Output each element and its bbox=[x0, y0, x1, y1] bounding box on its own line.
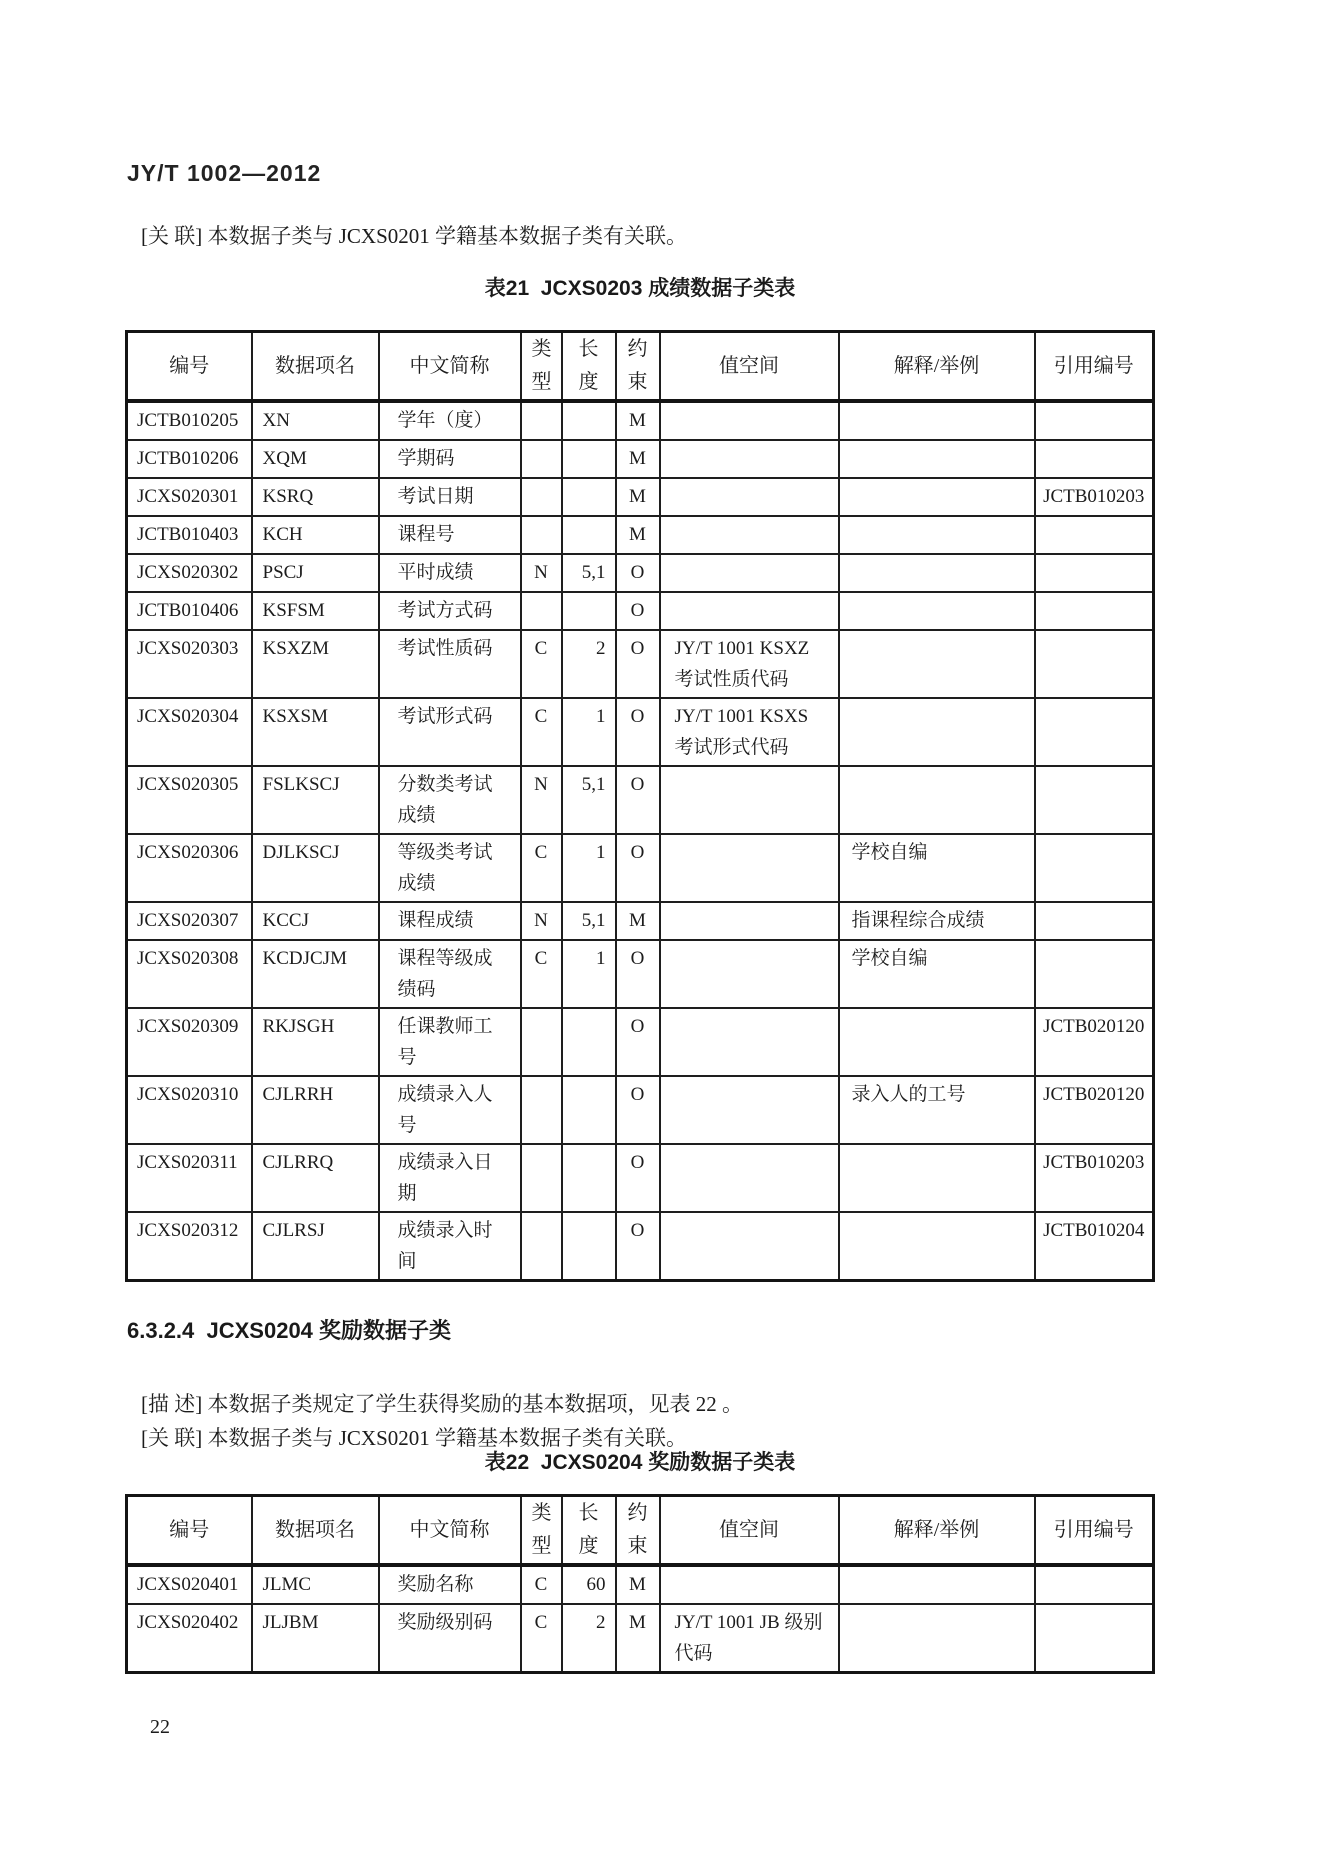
table-row bbox=[127, 554, 1154, 592]
table-cell bbox=[1035, 1604, 1154, 1673]
table-cell: XN bbox=[252, 401, 379, 440]
table-cell bbox=[1035, 940, 1154, 1008]
table-cell bbox=[660, 1076, 839, 1144]
table-row bbox=[127, 834, 1154, 902]
table-cell: C bbox=[521, 1565, 562, 1604]
table-cell: KCCJ bbox=[252, 902, 379, 940]
table-cell bbox=[521, 1212, 562, 1281]
table-cell bbox=[660, 940, 839, 1008]
table-cell: CJLRRQ bbox=[252, 1144, 379, 1212]
column-header-constraint: 约束 bbox=[616, 332, 660, 402]
table-cell: JCXS020302 bbox=[127, 554, 252, 592]
column-header-explanation: 解释/举例 bbox=[839, 1496, 1035, 1566]
table22-title: 表22 JCXS0204 奖励数据子类表 bbox=[484, 1451, 796, 1474]
table-cell bbox=[521, 478, 562, 516]
award-data-subclass-table bbox=[125, 1494, 1155, 1674]
table-row bbox=[127, 1212, 1154, 1281]
table-cell bbox=[1035, 698, 1154, 766]
table-cell bbox=[839, 440, 1035, 478]
relation-paragraph: [关 联] 本数据子类与 JCXS0201 学籍基本数据子类有关联。 bbox=[141, 1426, 688, 1450]
table-cell: JCTB010203 bbox=[1035, 1144, 1154, 1212]
table-cell: 1 bbox=[562, 940, 616, 1008]
standard-number: JY/T 1002—2012 bbox=[127, 160, 322, 186]
table-row bbox=[127, 401, 1154, 440]
table-row bbox=[127, 630, 1154, 698]
table-cell bbox=[839, 516, 1035, 554]
table-cell: C bbox=[521, 1604, 562, 1673]
table-cell bbox=[660, 834, 839, 902]
table-cell: N bbox=[521, 554, 562, 592]
table-cell bbox=[839, 1604, 1035, 1673]
table-cell: M bbox=[616, 1565, 660, 1604]
table-cell: O bbox=[616, 554, 660, 592]
column-header-item-name: 数据项名 bbox=[252, 332, 379, 402]
table-row bbox=[127, 698, 1154, 766]
table-cell: C bbox=[521, 834, 562, 902]
table-cell: O bbox=[616, 1212, 660, 1281]
column-header-cn-name: 中文简称 bbox=[379, 332, 521, 402]
table-cell: JLMC bbox=[252, 1565, 379, 1604]
table-cell: JCXS020305 bbox=[127, 766, 252, 834]
table-cell: KCH bbox=[252, 516, 379, 554]
table-cell: JCXS020303 bbox=[127, 630, 252, 698]
page-number: 22 bbox=[150, 1716, 170, 1738]
table-cell bbox=[521, 401, 562, 440]
table-cell: 5,1 bbox=[562, 554, 616, 592]
table-cell bbox=[562, 516, 616, 554]
table-row bbox=[127, 940, 1154, 1008]
table-cell: 分数类考试成绩 bbox=[379, 766, 521, 834]
table-cell bbox=[562, 592, 616, 630]
table-cell bbox=[562, 1076, 616, 1144]
table-cell: N bbox=[521, 766, 562, 834]
table-cell: KSXSM bbox=[252, 698, 379, 766]
score-data-subclass-table bbox=[125, 330, 1155, 1282]
column-header-reference: 引用编号 bbox=[1035, 1496, 1154, 1566]
table-row bbox=[127, 1144, 1154, 1212]
table-cell: JLJBM bbox=[252, 1604, 379, 1673]
table-cell: 学年（度） bbox=[379, 401, 521, 440]
table-cell: 课程号 bbox=[379, 516, 521, 554]
table-cell: 5,1 bbox=[562, 902, 616, 940]
table-cell bbox=[839, 592, 1035, 630]
table-cell: JCXS020308 bbox=[127, 940, 252, 1008]
column-header-id: 编号 bbox=[127, 1496, 252, 1566]
table-cell: 任课教师工号 bbox=[379, 1008, 521, 1076]
table-cell: C bbox=[521, 630, 562, 698]
table-cell bbox=[1035, 592, 1154, 630]
table-row bbox=[127, 478, 1154, 516]
table-cell: C bbox=[521, 698, 562, 766]
column-header-type: 类型 bbox=[521, 1496, 562, 1566]
table-cell bbox=[660, 401, 839, 440]
table-cell: DJLKSCJ bbox=[252, 834, 379, 902]
column-header-length: 长度 bbox=[562, 1496, 616, 1566]
table-cell: 课程等级成绩码 bbox=[379, 940, 521, 1008]
table-cell: PSCJ bbox=[252, 554, 379, 592]
table-cell bbox=[521, 516, 562, 554]
table-cell: 奖励级别码 bbox=[379, 1604, 521, 1673]
table-cell: JCXS020309 bbox=[127, 1008, 252, 1076]
column-header-item-name: 数据项名 bbox=[252, 1496, 379, 1566]
table-cell: JCXS020310 bbox=[127, 1076, 252, 1144]
table-cell bbox=[660, 902, 839, 940]
table-cell: JY/T 1001 KSXS 考试形式代码 bbox=[660, 698, 839, 766]
table-cell: CJLRSJ bbox=[252, 1212, 379, 1281]
table-cell: JCTB010204 bbox=[1035, 1212, 1154, 1281]
table-cell: 成绩录入时间 bbox=[379, 1212, 521, 1281]
table-cell: N bbox=[521, 902, 562, 940]
description-paragraph: [描 述] 本数据子类规定了学生获得奖励的基本数据项，见表 22 。 bbox=[141, 1392, 743, 1416]
column-header-value-space: 值空间 bbox=[660, 332, 839, 402]
column-header-cn-name: 中文简称 bbox=[379, 1496, 521, 1566]
table-cell bbox=[521, 592, 562, 630]
table21-title: 表21 JCXS0203 成绩数据子类表 bbox=[484, 277, 796, 300]
table-cell: JCTB010203 bbox=[1035, 478, 1154, 516]
table-cell: JCXS020301 bbox=[127, 478, 252, 516]
table-cell: O bbox=[616, 940, 660, 1008]
table-cell bbox=[562, 401, 616, 440]
table-cell: KSFSM bbox=[252, 592, 379, 630]
table-row bbox=[127, 902, 1154, 940]
column-header-type: 类型 bbox=[521, 332, 562, 402]
table-cell: O bbox=[616, 1076, 660, 1144]
table-cell: 奖励名称 bbox=[379, 1565, 521, 1604]
table-cell bbox=[660, 1008, 839, 1076]
table-cell: JCXS020312 bbox=[127, 1212, 252, 1281]
table-cell: O bbox=[616, 766, 660, 834]
table-cell bbox=[660, 440, 839, 478]
table-cell bbox=[839, 1144, 1035, 1212]
table-cell bbox=[1035, 401, 1154, 440]
table-cell bbox=[1035, 834, 1154, 902]
table-cell: O bbox=[616, 1008, 660, 1076]
column-header-explanation: 解释/举例 bbox=[839, 332, 1035, 402]
table-cell: O bbox=[616, 834, 660, 902]
column-header-length: 长度 bbox=[562, 332, 616, 402]
table-cell bbox=[1035, 1565, 1154, 1604]
table-cell: JCXS020402 bbox=[127, 1604, 252, 1673]
table-cell: 考试日期 bbox=[379, 478, 521, 516]
table-cell: M bbox=[616, 516, 660, 554]
table-cell: 2 bbox=[562, 1604, 616, 1673]
table-cell: FSLKSCJ bbox=[252, 766, 379, 834]
table-cell bbox=[660, 1212, 839, 1281]
table-cell: 60 bbox=[562, 1565, 616, 1604]
column-header-reference: 引用编号 bbox=[1035, 332, 1154, 402]
table-cell bbox=[562, 478, 616, 516]
table-cell bbox=[562, 1144, 616, 1212]
relation-paragraph: [关 联] 本数据子类与 JCXS0201 学籍基本数据子类有关联。 bbox=[141, 224, 688, 248]
table-cell: JY/T 1001 KSXZ 考试性质代码 bbox=[660, 630, 839, 698]
table-row bbox=[127, 440, 1154, 478]
table-cell bbox=[1035, 630, 1154, 698]
table-cell bbox=[1035, 440, 1154, 478]
column-header-id: 编号 bbox=[127, 332, 252, 402]
table-cell: CJLRRH bbox=[252, 1076, 379, 1144]
table-row bbox=[127, 1565, 1154, 1604]
table-cell: JY/T 1001 JB 级别代码 bbox=[660, 1604, 839, 1673]
table-cell: 考试方式码 bbox=[379, 592, 521, 630]
table-cell bbox=[660, 554, 839, 592]
table-cell: 1 bbox=[562, 698, 616, 766]
table-cell bbox=[521, 1076, 562, 1144]
table-cell: 等级类考试成绩 bbox=[379, 834, 521, 902]
table-cell bbox=[839, 554, 1035, 592]
table-cell: RKJSGH bbox=[252, 1008, 379, 1076]
table-cell bbox=[660, 592, 839, 630]
table-cell: O bbox=[616, 698, 660, 766]
table-cell: JCTB010206 bbox=[127, 440, 252, 478]
table-cell bbox=[660, 516, 839, 554]
table-cell: 考试性质码 bbox=[379, 630, 521, 698]
table-cell: 成绩录入人号 bbox=[379, 1076, 521, 1144]
table-row bbox=[127, 1076, 1154, 1144]
table-cell: JCXS020311 bbox=[127, 1144, 252, 1212]
table-cell: JCTB010406 bbox=[127, 592, 252, 630]
table-cell: M bbox=[616, 440, 660, 478]
table-cell: 学期码 bbox=[379, 440, 521, 478]
table-cell bbox=[660, 766, 839, 834]
table-cell: 1 bbox=[562, 834, 616, 902]
table-cell: 指课程综合成绩 bbox=[839, 902, 1035, 940]
table-cell: O bbox=[616, 592, 660, 630]
table-cell bbox=[839, 478, 1035, 516]
table-cell bbox=[1035, 554, 1154, 592]
table-cell: JCXS020306 bbox=[127, 834, 252, 902]
table-row bbox=[127, 1008, 1154, 1076]
table-cell: 成绩录入日期 bbox=[379, 1144, 521, 1212]
table-row bbox=[127, 1604, 1154, 1673]
table-cell: 课程成绩 bbox=[379, 902, 521, 940]
table-cell: 学校自编 bbox=[839, 834, 1035, 902]
table-row bbox=[127, 766, 1154, 834]
header-row bbox=[127, 1496, 1154, 1566]
table-row bbox=[127, 592, 1154, 630]
table-cell: KSXZM bbox=[252, 630, 379, 698]
table-cell: 学校自编 bbox=[839, 940, 1035, 1008]
table-cell: O bbox=[616, 1144, 660, 1212]
column-header-constraint: 约束 bbox=[616, 1496, 660, 1566]
table-cell: JCTB010205 bbox=[127, 401, 252, 440]
table-cell: JCTB010403 bbox=[127, 516, 252, 554]
table-cell bbox=[562, 1008, 616, 1076]
section-heading: 6.3.2.4 JCXS0204 奖励数据子类 bbox=[127, 1318, 452, 1343]
table-cell: 录入人的工号 bbox=[839, 1076, 1035, 1144]
table-cell: 5,1 bbox=[562, 766, 616, 834]
table-cell bbox=[839, 630, 1035, 698]
table-cell bbox=[1035, 766, 1154, 834]
table-cell bbox=[562, 1212, 616, 1281]
table-cell: M bbox=[616, 1604, 660, 1673]
column-header-value-space: 值空间 bbox=[660, 1496, 839, 1566]
table-cell bbox=[839, 766, 1035, 834]
table-cell: JCXS020304 bbox=[127, 698, 252, 766]
table-cell bbox=[839, 698, 1035, 766]
table-cell: M bbox=[616, 401, 660, 440]
table-cell bbox=[839, 1212, 1035, 1281]
table-cell bbox=[660, 1144, 839, 1212]
table-cell bbox=[1035, 516, 1154, 554]
table-cell bbox=[660, 478, 839, 516]
table-cell: KSRQ bbox=[252, 478, 379, 516]
table-cell: JCTB020120 bbox=[1035, 1076, 1154, 1144]
table-cell bbox=[1035, 902, 1154, 940]
table-cell: XQM bbox=[252, 440, 379, 478]
table-cell: M bbox=[616, 478, 660, 516]
table-cell: KCDJCJM bbox=[252, 940, 379, 1008]
table-cell: JCTB020120 bbox=[1035, 1008, 1154, 1076]
table-cell bbox=[521, 1144, 562, 1212]
table-cell: 平时成绩 bbox=[379, 554, 521, 592]
table-cell bbox=[660, 1565, 839, 1604]
table-cell: JCXS020307 bbox=[127, 902, 252, 940]
table-cell bbox=[839, 401, 1035, 440]
table-cell: M bbox=[616, 902, 660, 940]
table-cell bbox=[839, 1008, 1035, 1076]
table-cell: O bbox=[616, 630, 660, 698]
table-cell bbox=[521, 1008, 562, 1076]
table-cell: JCXS020401 bbox=[127, 1565, 252, 1604]
table-cell bbox=[521, 440, 562, 478]
table-cell bbox=[839, 1565, 1035, 1604]
table-cell bbox=[562, 440, 616, 478]
table-row bbox=[127, 516, 1154, 554]
table-cell: 2 bbox=[562, 630, 616, 698]
header-row bbox=[127, 332, 1154, 402]
table-cell: C bbox=[521, 940, 562, 1008]
table-cell: 考试形式码 bbox=[379, 698, 521, 766]
